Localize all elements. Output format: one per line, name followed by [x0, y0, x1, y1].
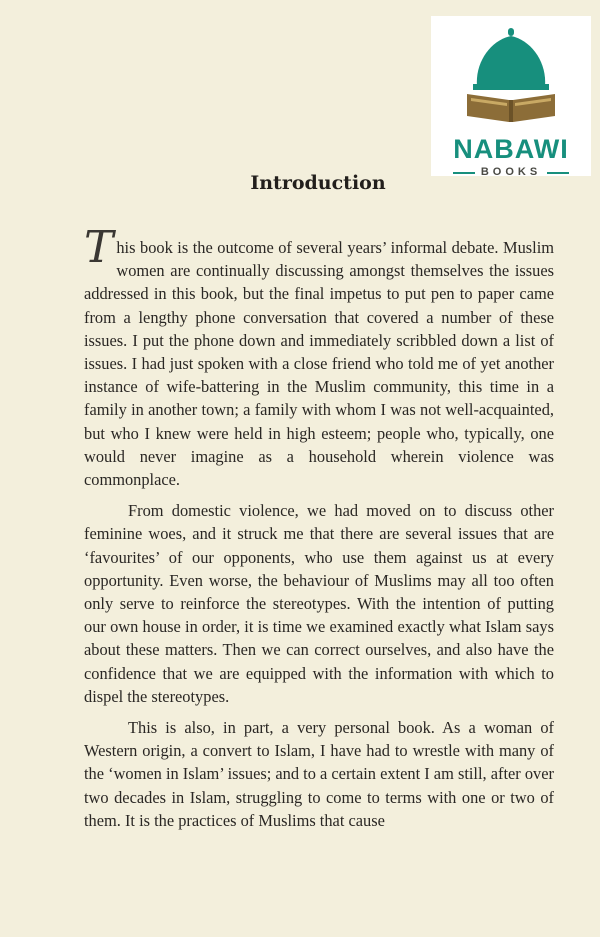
mosque-book-icon: [431, 16, 591, 134]
paragraph-1-text: his book is the outcome of several years’ informal debate. Muslim women are continually discussing amongst themselves the issues addressed in this book, but the final impetus to put pen to paper came from a lengthy phone conversation that covered a number of these issues. I put the phone down and immediately scribbled down a list of issues. I had just spoken with a close friend who told me of yet another instance of wife-battering in the Muslim community, this time in a family in another town; a family with whom I was not well-acquainted, but who I knew were held in high esteem; people who, typically, one would never imagine as a household wherein violence was commonplace.: [84, 238, 554, 490]
paragraph-1: [84, 222, 554, 491]
paragraph-2: From domestic violence, we had moved on to discuss other feminine woes, and it struck me that there are several issues that are ‘favourites’ of our opponents, who use them against us at every opportunity. Even worse, the behaviour of Muslims may all too often only serve to reinforce the stereotypes. With the intention of putting our own house in order, it is time we examined exactly what Islam says about these matters. Then we can correct ourselves, and also have the confidence that we are equipped with the information with which to dispel the stereotypes.: [84, 501, 554, 706]
drop-cap: T: [84, 222, 114, 273]
publisher-name: NABAWI: [453, 134, 569, 164]
chapter-body: [84, 222, 554, 832]
publisher-logo: [431, 16, 591, 176]
paragraph-3: This is also, in part, a very personal book. As a woman of Western origin, a convert to Islam, I have had to wrestle with many of the ‘women in Islam’ issues; and to a certain extent I am still, after over two decades in Islam, struggling to come to terms with one or two of them. It is the practices of Muslims that cause: [84, 718, 554, 830]
chapter-title: Introduction: [250, 172, 386, 194]
publisher-subtitle: BOOKS: [480, 166, 542, 178]
